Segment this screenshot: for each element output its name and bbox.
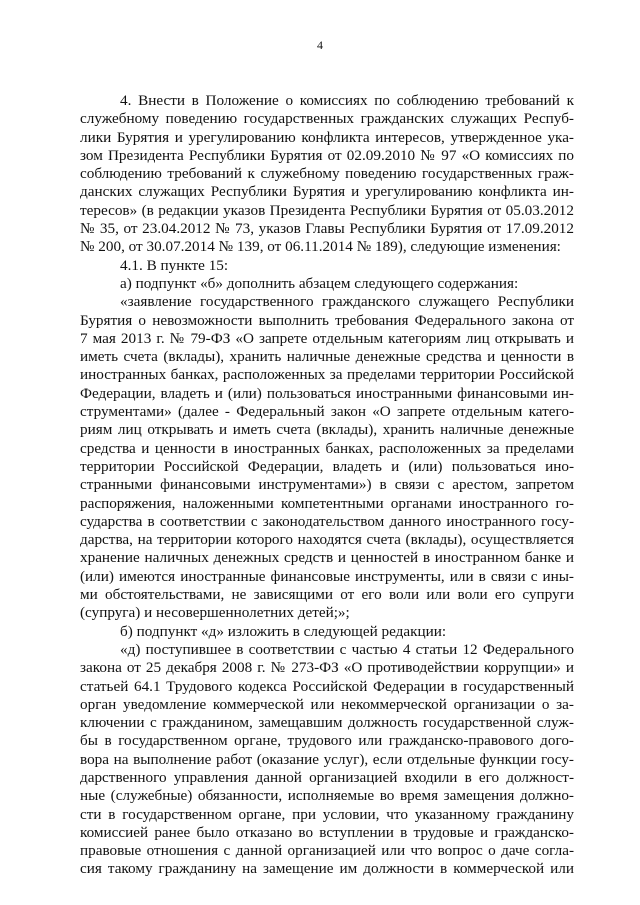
text-line: б) подпункт «д» изложить в следующей редакции: bbox=[120, 622, 447, 640]
text-line: № 35, от 23.04.2012 № 73, указов Главы Республики Бурятия от 17.09.2012 bbox=[80, 220, 574, 238]
text-line: сударства в соответствии с законодательством данного иностранного госу- bbox=[80, 512, 574, 530]
text-line: закона от 25 декабря 2008 г. № 273-ФЗ «О противодействии коррупции» и bbox=[80, 659, 574, 677]
text-line: тересов» (в редакции указов Президента Республики Бурятия от 05.03.2012 bbox=[80, 201, 574, 219]
text-line: ми обстоятельствами, не зависящими от его воли или воли его супруги bbox=[80, 586, 574, 604]
text-line: данских служащих Республики Бурятия и урегулированию конфликта ин- bbox=[80, 183, 574, 201]
text-line: 4.1. В пункте 15: bbox=[120, 256, 229, 274]
text-line: Бурятия о невозможности выполнить требования Федерального закона от bbox=[80, 311, 574, 329]
text-line: дарства, на территории которого находятся счета (вклады), осуществляется bbox=[80, 531, 574, 549]
text-line: «заявление государственного гражданского служащего Республики bbox=[120, 293, 574, 311]
text-line: иностранных банках, расположенных за пределами территории Российской bbox=[80, 366, 574, 384]
text-line: риям лиц открывать и иметь счета (вклады), хранить наличные денежные bbox=[80, 421, 574, 439]
document-body bbox=[80, 92, 574, 879]
text-line: (или) имеются иностранные финансовые инструменты, или в связи с ины- bbox=[80, 567, 574, 585]
page-number: 4 bbox=[317, 38, 323, 52]
text-line: 7 мая 2013 г. № 79-ФЗ «О запрете отдельным категориям лиц открывать и bbox=[80, 329, 574, 347]
text-line: вора на выполнение работ (оказание услуг), если отдельные функции госу- bbox=[80, 750, 574, 768]
text-line: ключении с гражданином, замещавшим должность государственной служ- bbox=[80, 714, 574, 732]
text-line: территории Российской Федерации, владеть и (или) пользоваться ино- bbox=[80, 457, 574, 475]
text-line: статьей 64.1 Трудового кодекса Российской Федерации в государственный bbox=[80, 677, 574, 695]
text-line: распоряжения, наложенными компетентными органами иностранного го- bbox=[80, 494, 574, 512]
text-line: средства и ценности в иностранных банках, расположенных за пределами bbox=[80, 439, 574, 457]
text-line: соблюдению требований к служебному поведению государственных граж- bbox=[80, 165, 574, 183]
text-line: сти в государственном органе, при условии, что указанному гражданину bbox=[80, 805, 574, 823]
text-line: струментами» (далее - Федеральный закон «О запрете отдельным катего- bbox=[80, 403, 574, 421]
text-line: правовые отношения с данной организацией или что вопрос о даче согла- bbox=[80, 842, 574, 860]
text-line: ные (служебные) обязанности, исполняемые во время замещения должно- bbox=[80, 787, 574, 805]
text-line: «д) поступившее в соответствии с частью 4 статьи 12 Федерального bbox=[120, 640, 574, 658]
text-line: Федерации, владеть и (или) пользоваться иностранными финансовыми ин- bbox=[80, 384, 574, 402]
text-line: хранение наличных денежных средств и ценностей в иностранном банке и bbox=[80, 549, 574, 567]
text-line: орган уведомление коммерческой или некоммерческой организации о за- bbox=[80, 695, 574, 713]
text-line: (супруга) и несовершеннолетних детей;»; bbox=[80, 604, 350, 622]
text-line: лики Бурятия и урегулированию конфликта интересов, утвержденное ука- bbox=[80, 128, 574, 146]
text-line: № 200, от 30.07.2014 № 139, от 06.11.2014 № 189), следующие изменения: bbox=[80, 238, 561, 256]
text-line: комиссией ранее было отказано во вступлении в трудовые и гражданско- bbox=[80, 823, 574, 841]
text-line: а) подпункт «б» дополнить абзацем следующего содержания: bbox=[120, 274, 519, 292]
text-line: служебному поведению государственных гражданских служащих Респуб- bbox=[80, 110, 574, 128]
text-line: бы в государственном органе, трудового или гражданско-правового дого- bbox=[80, 732, 574, 750]
text-line: сия такому гражданину на замещение им должности в коммерческой или bbox=[80, 860, 574, 878]
text-line: иметь счета (вклады), хранить наличные денежные средства и ценности в bbox=[80, 348, 574, 366]
text-line: дарственного управления данной организацией входили в его должност- bbox=[80, 768, 574, 786]
text-line: 4. Внести в Положение о комиссиях по соблюдению требований к bbox=[120, 92, 574, 109]
text-line: зом Президента Республики Бурятия от 02.09.2010 № 97 «О комиссиях по bbox=[80, 146, 574, 164]
text-line: странными финансовыми инструментами») в связи с арестом, запретом bbox=[80, 476, 574, 494]
